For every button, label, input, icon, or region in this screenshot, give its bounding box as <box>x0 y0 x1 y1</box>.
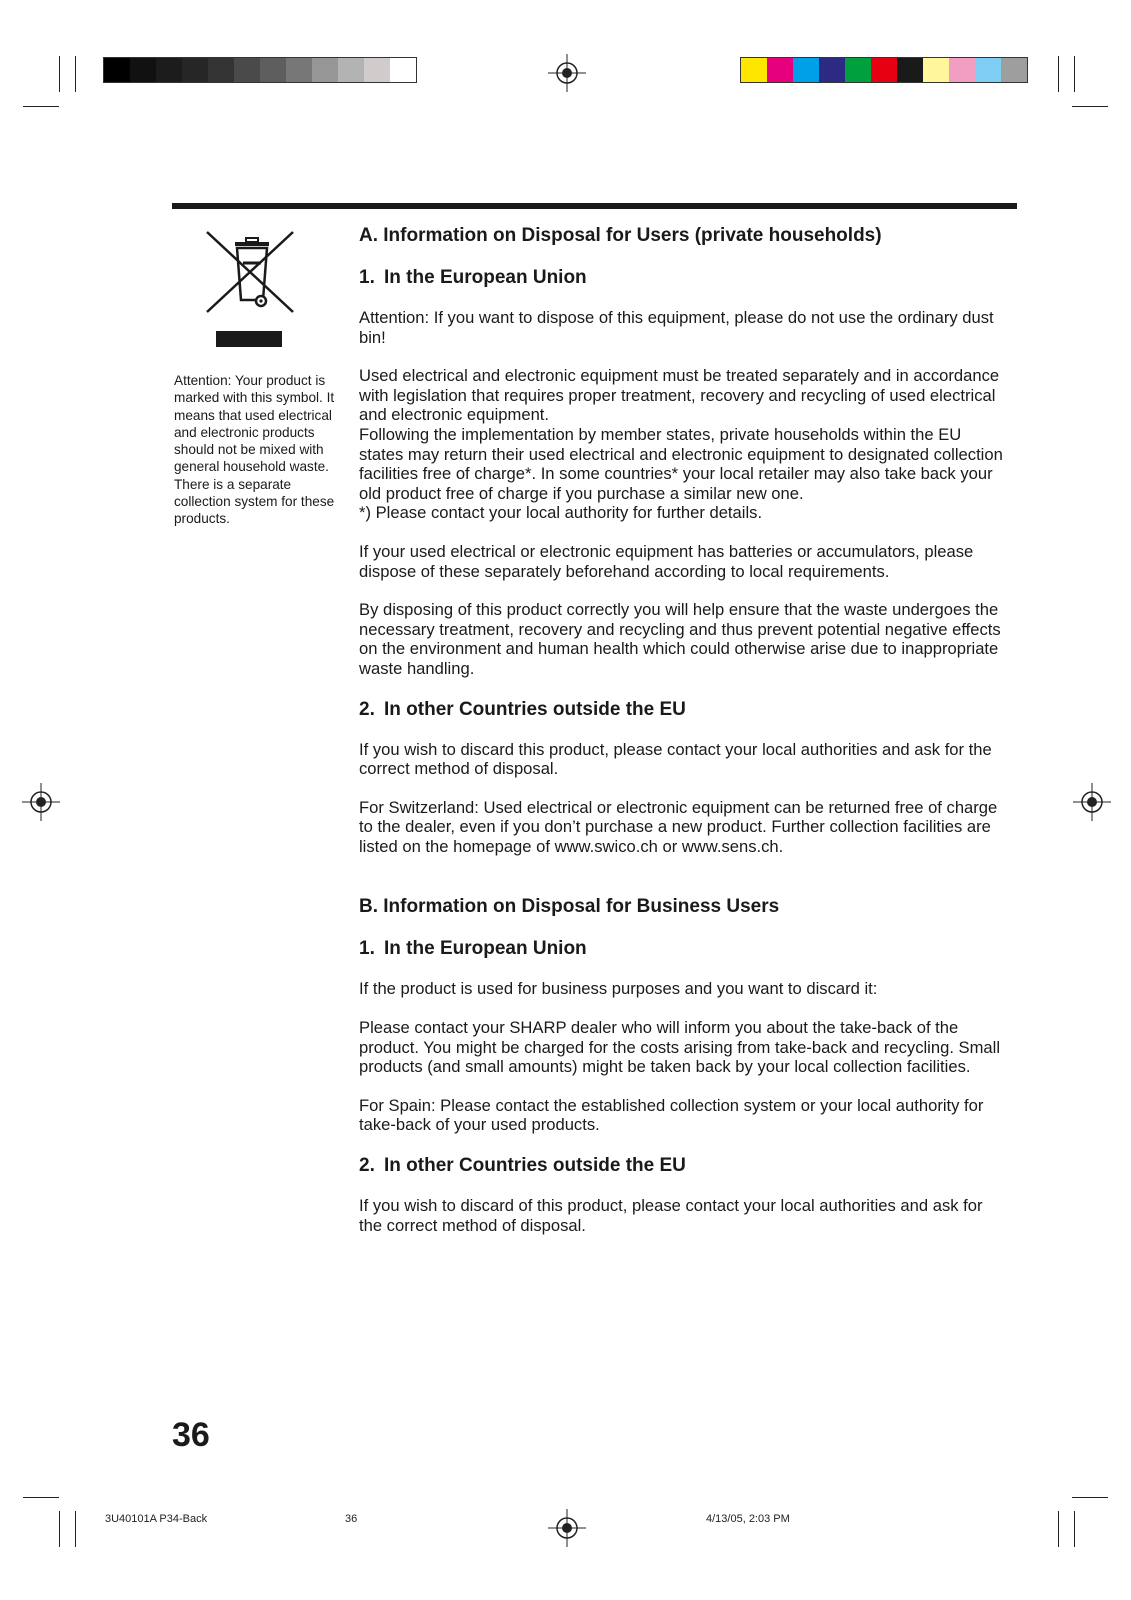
color-swatch <box>767 58 793 82</box>
registration-mark-icon <box>1073 783 1111 821</box>
paragraph: If you wish to discard of this product, please contact your local authorities and ask for the correct method of disposal. <box>359 1196 983 1235</box>
slug-timestamp: 4/13/05, 2:03 PM <box>706 1513 790 1525</box>
color-swatch <box>923 58 949 82</box>
section-a-title: A. Information on Disposal for Users (private households) <box>359 225 882 246</box>
page-number: 36 <box>172 1416 210 1454</box>
grayscale-color-bar <box>103 57 417 83</box>
paragraph: For Switzerland: Used electrical or electronic equipment can be returned free of charge to the dealer, even if you don’t purchase a new product. Further collection facilities are listed on the homepage of www.swico.ch or www.sens.ch. <box>359 797 998 856</box>
paragraph: If you wish to discard this product, please contact your local authorities and ask for the correct method of disposal. <box>359 739 992 779</box>
gray-swatch <box>182 58 208 82</box>
section-b-eu-heading: 1. In the European Union <box>359 938 587 960</box>
registration-mark-icon <box>548 1509 586 1547</box>
section-b-title: B. Information on Disposal for Business Users <box>359 896 780 918</box>
color-swatch <box>1001 58 1027 82</box>
section-b-non-eu-heading: 2. In other Countries outside the EU <box>359 1155 686 1177</box>
color-swatch <box>871 58 897 82</box>
paragraph: By disposing of this product correctly you will help ensure that the waste undergoes the necessary treatment, recovery and recycling and thus prevent potential negative effects on the environment and human health which could otherwise arise due to inappropriate waste handling. <box>359 600 1001 678</box>
paragraph-group <box>359 366 1009 523</box>
gray-swatch <box>312 58 338 82</box>
crossed-out-wheelie-bin-icon <box>205 230 295 350</box>
footnote: *) Please contact your local authority for further details. <box>359 503 763 523</box>
registration-mark-icon <box>22 783 60 821</box>
color-swatch <box>897 58 923 82</box>
gray-swatch <box>338 58 364 82</box>
gray-swatch <box>104 58 130 82</box>
header-rule <box>172 203 1017 209</box>
gray-swatch <box>208 58 234 82</box>
color-swatch <box>845 58 871 82</box>
registration-mark-icon <box>548 54 586 92</box>
paragraph: If your used electrical or electronic equipment has batteries or accumulators, please dispose of these separately beforehand according to local requirements. <box>359 541 974 581</box>
gray-swatch <box>130 58 156 82</box>
paragraph: If the product is used for business purposes and you want to discard it: <box>359 979 878 999</box>
paragraph: For Spain: Please contact the established collection system or your local authority for take-back of your used products. <box>359 1095 984 1135</box>
paragraph: Following the implementation by member states, private households within the EU states may return their used electrical and electronic equipment to designated collection facilities free of charge*. In some countries* your local retailer may also take back your old product free of charge if you purchase a similar new one. <box>359 424 1003 503</box>
paragraph: Attention: If you want to dispose of this equipment, please do not use the ordinary dust bin! <box>359 308 994 347</box>
gray-swatch <box>390 58 416 82</box>
process-color-bar <box>740 57 1028 83</box>
slug-job-name: 3U40101A P34-Back <box>105 1513 208 1525</box>
gray-swatch <box>364 58 390 82</box>
paragraph: Please contact your SHARP dealer who will inform you about the take-back of the product. You might be charged for the costs arising from take-back and recycling. Small products (and small amounts) might be taken back by your local collection facilities. <box>359 1018 1001 1077</box>
section-a-eu-heading: 1. In the European Union <box>359 267 587 288</box>
slug-page: 36 <box>345 1513 358 1525</box>
color-swatch <box>741 58 767 82</box>
gray-swatch <box>156 58 182 82</box>
paragraph: Used electrical and electronic equipment must be treated separately and in accordance with legislation that requires proper treatment, recovery and recycling of used electrical and electronic equipment. <box>359 366 1000 425</box>
color-swatch <box>949 58 975 82</box>
gray-swatch <box>234 58 260 82</box>
gray-swatch <box>286 58 312 82</box>
symbol-explanation-note: Attention: Your product is marked with this symbol. It means that used electrical and electronic products should not be mixed with general household waste. There is a separate collection system for these products. <box>174 373 335 527</box>
gray-swatch <box>260 58 286 82</box>
disposal-information <box>359 224 1009 1254</box>
color-swatch <box>975 58 1001 82</box>
color-swatch <box>793 58 819 82</box>
color-swatch <box>819 58 845 82</box>
section-a-non-eu-heading: 2. In other Countries outside the EU <box>359 698 686 720</box>
